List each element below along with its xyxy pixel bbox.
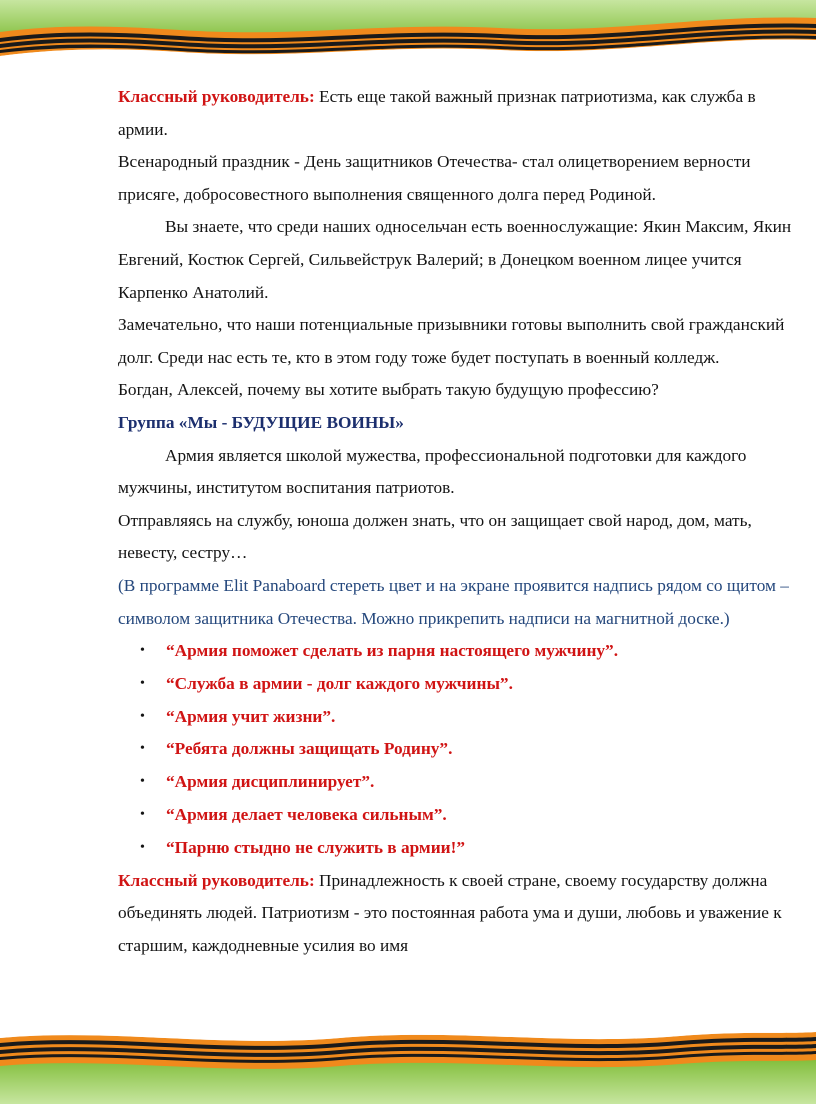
- bullet-icon: •: [140, 807, 145, 823]
- instruction-note: (В программе Elit Panaboard стереть цвет и на экране проявится надпись рядом со щитом – символом защитника Отечества. Можно прикрепить надписи на магнитной доске.): [118, 575, 789, 628]
- top-ribbon-graphic: [0, 0, 816, 70]
- paragraph-conscripts: Замечательно, что наши потенциальные призывники готовы выполнить свой гражданский долг. Среди нас есть те, кто в этом году тоже будет поступать в военный колледж.: [118, 315, 785, 367]
- paragraph-question: Богдан, Алексей, почему вы хотите выбрать такую будущую профессию?: [118, 380, 659, 400]
- paragraph-servicemen: Вы знаете, что среди наших односельчан есть военнослужащие: Якин Максим, Якин Евгений, Костюк Сергей, Сильвейструк Валерий; в Донецком военном лицее учится Карпенко Анатолий.: [118, 217, 792, 302]
- speaker-label: Классный руководитель:: [118, 87, 315, 106]
- bullet-icon: •: [140, 708, 145, 724]
- paragraph-holiday: Всенародный праздник - День защитников Отечества- стал олицетворением верности присяге, добросовестного выполнения священного долга перед Родиной.: [118, 152, 751, 204]
- list-item: • “Армия поможет сделать из парня настоящего мужчину”.: [166, 635, 808, 668]
- paragraph-text: Принадлежность к своей стране, своему государству должна объединять людей. Патриотизм - это постоянная работа ума и души, любовь и уважение к старшим, каждодневные усилия во имя: [118, 870, 782, 955]
- document-body: [118, 81, 808, 962]
- list-item: • “Ребята должны защищать Родину”.: [166, 733, 808, 766]
- list-item: • “Парню стыдно не служить в армии!”: [166, 832, 808, 865]
- list-item: • “Армия учит жизни”.: [166, 701, 808, 734]
- speaker-label: Классный руководитель:: [118, 870, 315, 890]
- list-item: • “Армия делает человека сильным”.: [166, 799, 808, 832]
- paragraph-service: Отправляясь на службу, юноша должен знать, что он защищает свой народ, дом, мать, невесту, сестру…: [118, 510, 752, 563]
- bullet-icon: •: [140, 839, 145, 855]
- bottom-ribbon-border: [0, 1022, 816, 1104]
- paragraph-closing: [118, 865, 808, 963]
- paragraph-text: Есть еще такой важный признак патриотизма, как служба в армии.: [118, 87, 756, 139]
- list-item: • “Армия дисциплинирует”.: [166, 766, 808, 799]
- paragraph-army-school: Армия является школой мужества, профессиональной подготовки для каждого мужчины, институтом воспитания патриотов.: [118, 445, 747, 498]
- bullet-icon: •: [140, 774, 145, 790]
- paragraph-intro: [118, 81, 808, 146]
- bullet-icon: •: [140, 643, 145, 659]
- list-item: • “Служба в армии - долг каждого мужчины”.: [166, 668, 808, 701]
- bullet-icon: •: [140, 741, 145, 757]
- bottom-ribbon-graphic: [0, 1022, 816, 1104]
- group-title: Группа «Мы - БУДУЩИЕ ВОИНЫ»: [118, 412, 404, 432]
- slogan-list: [118, 635, 808, 865]
- bullet-icon: •: [140, 675, 145, 691]
- top-ribbon-border: [0, 0, 816, 70]
